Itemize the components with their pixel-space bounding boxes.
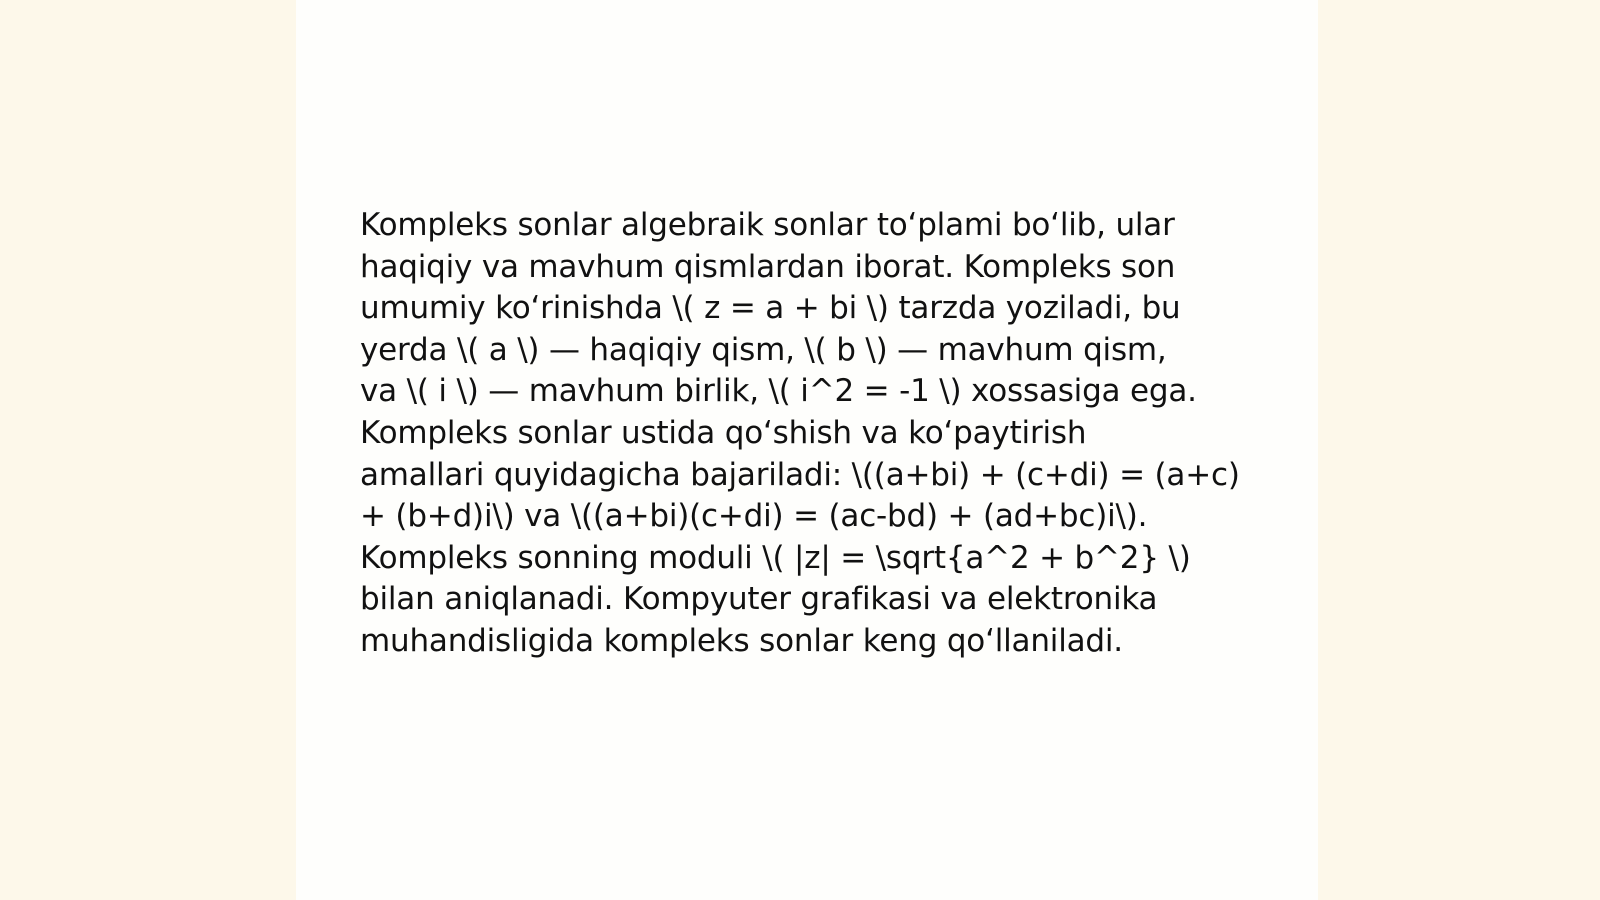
text-line: haqiqiy va mavhum qismlardan iborat. Kompleks son xyxy=(360,248,1176,285)
text-line: Kompleks sonlar algebraik sonlar to‘plami bo‘lib, ular xyxy=(360,207,1175,243)
text-line: Kompleks sonning moduli \( |z| = \sqrt{a^2 + b^2} \) xyxy=(360,539,1191,576)
body-paragraph xyxy=(360,205,1260,663)
text-line: bilan aniqlanadi. Kompyuter grafikasi va elektronika xyxy=(360,581,1158,618)
text-line: muhandisligida kompleks sonlar keng qo‘llaniladi. xyxy=(360,622,1123,659)
text-line: + (b+d)i\) va \((a+bi)(c+di) = (ac-bd) + (ad+bc)i\). xyxy=(360,498,1148,535)
document-page xyxy=(296,0,1318,900)
text-line: yerda \( a \) — haqiqiy qism, \( b \) — mavhum qism, xyxy=(360,331,1167,368)
text-line: amallari quyidagicha bajariladi: \((a+bi) + (c+di) = (a+c) xyxy=(360,456,1240,493)
text-line: umumiy ko‘rinishda \( z = a + bi \) tarzda yoziladi, bu xyxy=(360,290,1181,327)
text-line: va \( i \) — mavhum birlik, \( i^2 = -1 \) xossasiga ega. xyxy=(360,373,1197,410)
text-line: Kompleks sonlar ustida qo‘shish va ko‘paytirish xyxy=(360,414,1087,451)
